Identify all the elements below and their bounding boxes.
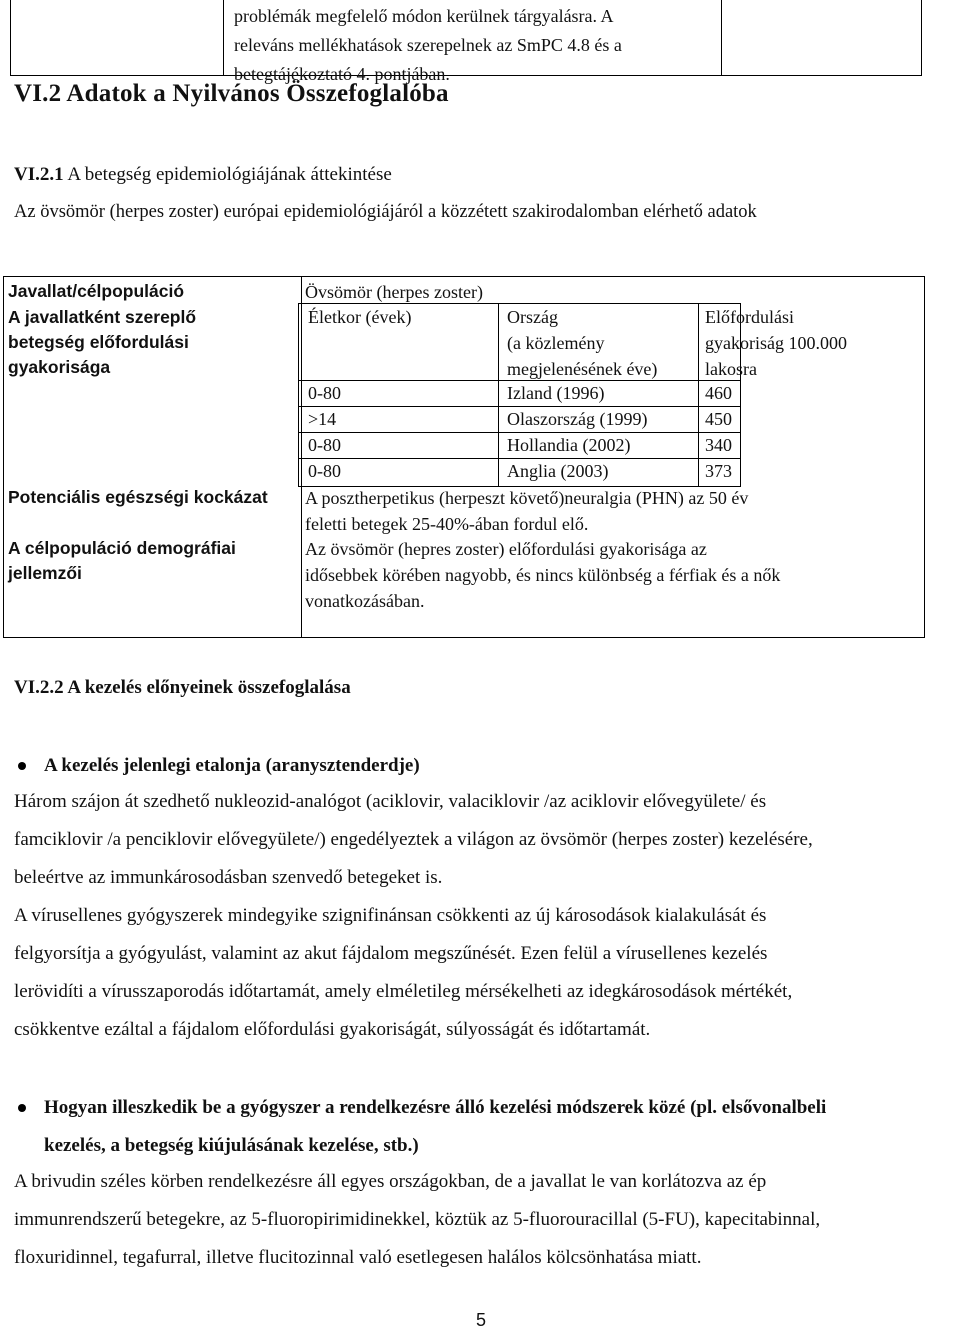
paragraph-line: beleértve az immunkárosodásban szenvedő betegeket is.: [14, 867, 443, 888]
bullet-icon: [18, 1104, 26, 1112]
header-line: Előfordulási: [705, 307, 794, 327]
header-line: gyakoriság 100.000: [705, 333, 847, 353]
subsection-1-intro: Az övsömör (herpes zoster) európai epidemiológiájáról a közzétett szakirodalomban elérhető adatok: [14, 202, 757, 222]
paragraph-line: floxuridinnel, tegafurral, illetve flucitozinnal való esetlegesen halálos kölcsönhatása miatt.: [14, 1247, 702, 1268]
row-label-demographics: [8, 536, 236, 586]
page-number: 5: [476, 1310, 487, 1330]
table-cell-country: Izland (1996): [507, 383, 605, 403]
continuation-line: betegtájékoztató 4. pontjában.: [234, 64, 450, 84]
continuation-table-left-cell: [11, 0, 224, 75]
inner-col-divider: [698, 303, 699, 487]
row-value-line: Az övsömör (hepres zoster) előfordulási gyakorisága az: [305, 539, 707, 559]
row-label-line: gyakorisága: [8, 357, 111, 377]
header-line: (a közlemény: [507, 333, 605, 353]
table-cell-rate: 373: [705, 461, 732, 481]
inner-col-divider: [498, 303, 499, 487]
subsection-1-title: A betegség epidemiológiájának áttekintése: [67, 164, 392, 185]
section-title: VI.2 Adatok a Nyilvános Összefoglalóba: [14, 80, 449, 107]
continuation-table: [10, 0, 922, 84]
row-label-risk: Potenciális egészségi kockázat: [8, 487, 268, 507]
header-country: [507, 304, 657, 382]
bullet-title-line: Hogyan illeszkedik be a gyógyszer a rendelkezésre álló kezelési módszerek közé (pl. elsővonalbeli: [44, 1097, 827, 1118]
table-cell-age: 0-80: [308, 461, 341, 481]
table-cell-country: Anglia (2003): [507, 461, 609, 481]
row-label-incidence: [8, 305, 196, 380]
table-cell-age: >14: [308, 409, 337, 429]
bullet-1-title: A kezelés jelenlegi etalonja (aranysztenderdje): [44, 755, 420, 776]
continuation-line: problémák megfelelő módon kerülnek tárgyalásra. A: [234, 6, 614, 26]
row-value-line: vonatkozásában.: [305, 591, 425, 611]
header-line: lakosra: [705, 359, 757, 379]
paragraph-line: immunrendszerű betegekre, az 5-fluoropirimidinekkel, köztük az 5-fluorouracillal (5-FU), kapecitabinnal,: [14, 1209, 821, 1230]
row-label-indication: Javallat/célpopuláció: [8, 281, 185, 301]
continuation-line: releváns mellékhatások szerepelnek az SmPC 4.8 és a: [234, 35, 622, 55]
paragraph-line: Három szájon át szedhető nukleozid-analógot (aciklovir, valaciklovir /az aciklovir elővegyülete/ és: [14, 791, 767, 812]
paragraph-line: A brivudin széles körben rendelkezésre áll egyes országokban, de a javallat le van korlátozva az ép: [14, 1171, 767, 1192]
header-line: Ország: [507, 307, 558, 327]
row-value-risk: [305, 485, 748, 537]
header-line: megjelenésének éve): [507, 359, 658, 379]
subsection-2-title: VI.2.2 A kezelés előnyeinek összefoglalása: [14, 677, 351, 698]
row-value-demographics: [305, 536, 780, 614]
row-label-line: betegség előfordulási: [8, 332, 189, 352]
table-cell-age: 0-80: [308, 383, 341, 403]
paragraph-line: felgyorsítja a gyógyulást, valamint az akut fájdalom megszűnését. Ezen felül a vírusellenes kezelés: [14, 943, 768, 964]
row-value-line: feletti betegek 25-40%-ában fordul elő.: [305, 514, 589, 534]
table-cell-rate: 340: [705, 435, 732, 455]
bullet-icon: [18, 762, 26, 770]
header-rate: [705, 304, 847, 382]
subsection-1-number: VI.2.1: [14, 164, 64, 185]
bullet-1-paragraph-1: [14, 783, 948, 897]
row-value-line: A posztherpetikus (herpeszt követő)neuralgia (PHN) az 50 év: [305, 488, 749, 508]
row-label-line: A javallatként szereplő: [8, 307, 197, 327]
table-cell-rate: 460: [705, 383, 732, 403]
paragraph-line: lerövidíti a vírusszaporodás időtartamát, amely elméletileg mérsékelheti az idegkárosodások mértékét,: [14, 981, 793, 1002]
continuation-table-text-cell: [224, 0, 722, 84]
paragraph-line: csökkentve ezáltal a fájdalom előfordulási gyakoriságát, súlyosságát és időtartamát.: [14, 1019, 651, 1040]
header-age: Életkor (évek): [308, 307, 412, 327]
row-value-indication: Övsömör (herpes zoster): [305, 282, 483, 302]
subsection-1-heading: [14, 164, 392, 186]
bullet-2-paragraph: [14, 1163, 948, 1277]
bullet-title-line: kezelés, a betegség kiújulásának kezelése, stb.): [44, 1135, 419, 1156]
bullet-2-title: [44, 1089, 826, 1165]
paragraph-line: famciklovir /a penciklovir elővegyülete/) engedélyeztek a világon az övsömör (herpes zoster) kezelésére,: [14, 829, 813, 850]
table-cell-rate: 450: [705, 409, 732, 429]
row-label-line: jellemzői: [8, 563, 82, 583]
row-label-line: A célpopuláció demográfiai: [8, 538, 236, 558]
row-value-line: idősebbek körében nagyobb, és nincs különbség a férfiak és a nők: [305, 565, 781, 585]
table-cell-country: Hollandia (2002): [507, 435, 631, 455]
bullet-1-paragraph-2: [14, 897, 948, 1049]
paragraph-line: A vírusellenes gyógyszerek mindegyike szignifinánsan csökkenti az új károsodások kialakulását és: [14, 905, 767, 926]
table-cell-age: 0-80: [308, 435, 341, 455]
table-cell-country: Olaszország (1999): [507, 409, 648, 429]
